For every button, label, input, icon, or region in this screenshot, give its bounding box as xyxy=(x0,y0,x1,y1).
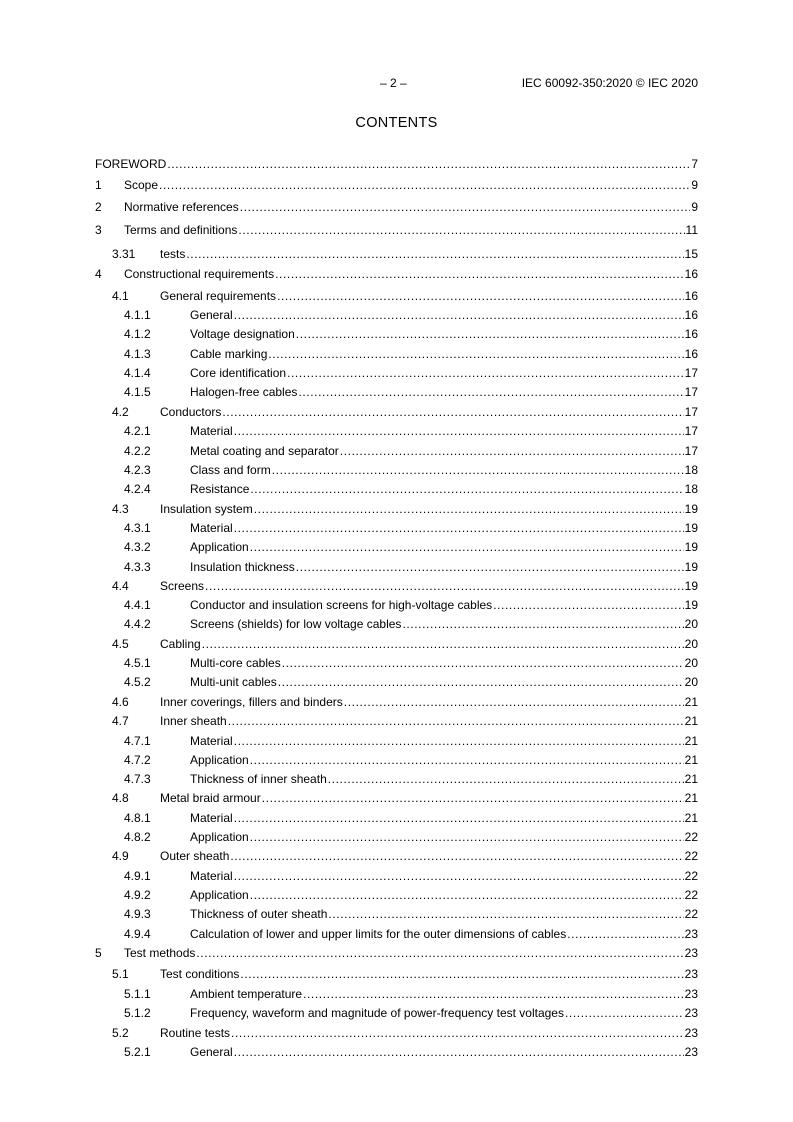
toc-entry-number: 5.2 xyxy=(112,1026,129,1040)
toc-entry-number: 3 xyxy=(95,223,102,237)
dot-leader xyxy=(250,888,684,902)
dot-leader xyxy=(186,247,683,261)
toc-entry[interactable] xyxy=(95,907,698,921)
toc-entry-page: 21 xyxy=(684,695,698,709)
toc-entry-number: 3.31 xyxy=(112,247,136,261)
toc-entry-title: General requirements xyxy=(160,289,277,303)
toc-entry[interactable] xyxy=(95,366,698,380)
toc-entry-page: 11 xyxy=(685,223,698,237)
toc-entry-page: 21 xyxy=(684,772,698,786)
toc-entry-page: 22 xyxy=(684,849,698,863)
dot-leader xyxy=(262,791,684,805)
toc-entry-number: 5.2.1 xyxy=(124,1045,151,1059)
dot-leader xyxy=(205,579,684,593)
toc-entry-number: 4.7.1 xyxy=(124,734,151,748)
dot-leader xyxy=(277,289,684,303)
toc-entry-title: Application xyxy=(190,540,249,554)
toc-entry[interactable] xyxy=(95,1045,698,1059)
toc-entry[interactable] xyxy=(95,791,698,805)
toc-entry-title: Thickness of inner sheath xyxy=(190,772,327,786)
dot-leader xyxy=(268,347,683,361)
toc-entry[interactable] xyxy=(95,502,698,516)
toc-entry-title: Material xyxy=(190,521,233,535)
toc-entry-page: 23 xyxy=(684,1006,698,1020)
toc-entry-number: 4.6 xyxy=(112,695,129,709)
toc-entry-page: 21 xyxy=(684,753,698,767)
toc-entry-title: Material xyxy=(190,424,233,438)
toc-entry-number: 4.9 xyxy=(112,849,129,863)
toc-entry-title: Resistance xyxy=(190,482,250,496)
toc-entry-number: 5.1 xyxy=(112,967,129,981)
toc-entry-title: tests xyxy=(160,247,186,261)
toc-entry[interactable] xyxy=(95,444,698,458)
dot-leader xyxy=(167,157,690,171)
dot-leader xyxy=(234,869,684,883)
toc-entry[interactable] xyxy=(95,540,698,554)
toc-entry[interactable] xyxy=(95,347,698,361)
toc-entry-number: 4.3.2 xyxy=(124,540,151,554)
dot-leader xyxy=(298,385,683,399)
toc-entry-page: 18 xyxy=(684,482,698,496)
dot-leader xyxy=(272,463,684,477)
page-title: CONTENTS xyxy=(355,115,438,131)
toc-entry-page: 17 xyxy=(684,366,698,380)
toc-entry-title: Inner sheath xyxy=(160,714,227,728)
toc-entry-number: 4.2.3 xyxy=(124,463,151,477)
toc-entry-title: Ambient temperature xyxy=(190,987,303,1001)
toc-entry-page: 23 xyxy=(684,1026,698,1040)
toc-entry-number: 4.9.2 xyxy=(124,888,151,902)
toc-entry-number: 4.3.3 xyxy=(124,560,151,574)
toc-entry-page: 16 xyxy=(684,327,698,341)
toc-entry[interactable] xyxy=(95,521,698,535)
toc-entry-page: 23 xyxy=(684,1045,698,1059)
dot-leader xyxy=(234,811,684,825)
toc-entry[interactable] xyxy=(95,579,698,593)
dot-leader xyxy=(234,424,684,438)
toc-entry[interactable] xyxy=(95,267,698,281)
toc-entry[interactable] xyxy=(95,888,698,902)
dot-leader xyxy=(287,366,684,380)
toc-entry-title: Core identification xyxy=(190,366,287,380)
dot-leader xyxy=(234,308,684,322)
toc-entry-title: Cable marking xyxy=(190,347,268,361)
toc-entry-title: Cabling xyxy=(160,637,201,651)
toc-entry[interactable] xyxy=(95,178,698,192)
toc-entry-number: 4 xyxy=(95,267,102,281)
toc-entry-page: 19 xyxy=(684,502,698,516)
toc-entry[interactable] xyxy=(95,424,698,438)
toc-entry-page: 17 xyxy=(684,385,698,399)
toc-entry-title: General xyxy=(190,1045,233,1059)
dot-leader xyxy=(240,200,691,214)
toc-entry-page: 22 xyxy=(684,907,698,921)
toc-entry-page: 19 xyxy=(684,560,698,574)
toc-entry-page: 23 xyxy=(684,946,698,960)
toc-entry-title: Material xyxy=(190,869,233,883)
toc-entry[interactable] xyxy=(95,1006,698,1020)
dot-leader xyxy=(303,987,684,1001)
dot-leader xyxy=(567,927,683,941)
toc-entry-title: Scope xyxy=(124,178,159,192)
dot-leader xyxy=(278,675,684,689)
toc-entry-number: 4.5 xyxy=(112,637,129,651)
toc-entry[interactable] xyxy=(95,772,698,786)
dot-leader xyxy=(296,560,684,574)
dot-leader xyxy=(250,540,684,554)
toc-entry-number: 4.2 xyxy=(112,405,129,419)
toc-entry-number: 4.3.1 xyxy=(124,521,151,535)
toc-entry[interactable] xyxy=(95,656,698,670)
toc-entry-page: 20 xyxy=(684,637,698,651)
toc-entry[interactable] xyxy=(95,675,698,689)
toc-entry[interactable] xyxy=(95,405,698,419)
toc-entry-number: 5 xyxy=(95,946,102,960)
toc-entry-page: 20 xyxy=(684,656,698,670)
dot-leader xyxy=(340,444,684,458)
dot-leader xyxy=(238,223,684,237)
toc-entry-title: Inner coverings, fillers and binders xyxy=(160,695,343,709)
page-number: – 2 – xyxy=(380,76,407,90)
toc-entry-title: Material xyxy=(190,734,233,748)
toc-entry[interactable] xyxy=(95,946,698,960)
toc-entry-title: Conductor and insulation screens for high-voltage cables xyxy=(190,598,493,612)
toc-entry-title: Insulation system xyxy=(160,502,253,516)
toc-entry-page: 19 xyxy=(684,579,698,593)
toc-entry-number: 4.2.2 xyxy=(124,444,151,458)
toc-entry-title: Test methods xyxy=(124,946,196,960)
toc-entry-page: 18 xyxy=(684,463,698,477)
toc-entry-title: Material xyxy=(190,811,233,825)
toc-entry-title: Constructional requirements xyxy=(124,267,275,281)
toc-entry[interactable] xyxy=(95,637,698,651)
toc-entry-number: 4.7.2 xyxy=(124,753,151,767)
dot-leader xyxy=(234,734,684,748)
toc-entry-number: 4.1.1 xyxy=(124,308,151,322)
toc-entry-title: Frequency, waveform and magnitude of power-frequency test voltages xyxy=(190,1006,564,1020)
toc-entry-number: 4.2.4 xyxy=(124,482,151,496)
toc-entry[interactable] xyxy=(95,753,698,767)
toc-entry-number: 4.9.3 xyxy=(124,907,151,921)
toc-entry-title: Metal braid armour xyxy=(160,791,261,805)
toc-entry[interactable] xyxy=(95,289,698,303)
toc-entry-number: 4.8.2 xyxy=(124,830,151,844)
toc-entry[interactable] xyxy=(95,463,698,477)
dot-leader xyxy=(328,772,684,786)
toc-entry-title: Voltage designation xyxy=(190,327,295,341)
toc-entry-page: 17 xyxy=(684,424,698,438)
toc-entry-page: 9 xyxy=(691,200,698,214)
toc-entry-page: 19 xyxy=(684,521,698,535)
toc-entry-title: FOREWORD xyxy=(95,157,167,171)
toc-entry[interactable] xyxy=(95,830,698,844)
toc-entry[interactable] xyxy=(95,734,698,748)
toc-entry-number: 4.9.4 xyxy=(124,927,151,941)
toc-entry-title: Application xyxy=(190,888,249,902)
toc-entry-page: 16 xyxy=(684,289,698,303)
toc-entry-page: 7 xyxy=(691,157,698,171)
toc-entry-page: 21 xyxy=(684,791,698,805)
toc-entry-number: 4.5.1 xyxy=(124,656,151,670)
toc-entry[interactable] xyxy=(95,308,698,322)
toc-entry-page: 16 xyxy=(684,267,698,281)
dot-leader xyxy=(344,695,684,709)
toc-entry-page: 17 xyxy=(684,405,698,419)
toc-entry-title: Halogen-free cables xyxy=(190,385,298,399)
dot-leader xyxy=(228,714,684,728)
toc-entry[interactable] xyxy=(95,987,698,1001)
dot-leader xyxy=(234,1045,684,1059)
dot-leader xyxy=(231,1026,684,1040)
dot-leader xyxy=(328,907,683,921)
toc-entry-page: 22 xyxy=(684,830,698,844)
dot-leader xyxy=(234,521,684,535)
toc-entry-title: Metal coating and separator xyxy=(190,444,339,458)
toc-entry-title: Calculation of lower and upper limits for the outer dimensions of cables xyxy=(190,927,567,941)
toc-entry-page: 23 xyxy=(684,967,698,981)
toc-entry-title: Test conditions xyxy=(160,967,240,981)
dot-leader xyxy=(250,830,684,844)
document-reference: IEC 60092-350:2020 © IEC 2020 xyxy=(521,76,698,90)
toc-entry-number: 4.4.2 xyxy=(124,617,151,631)
toc-entry[interactable] xyxy=(95,598,698,612)
dot-leader xyxy=(250,753,684,767)
toc-entry-page: 15 xyxy=(684,247,698,261)
dot-leader xyxy=(222,405,683,419)
toc-entry[interactable] xyxy=(95,849,698,863)
toc-entry-page: 9 xyxy=(691,178,698,192)
dot-leader xyxy=(254,502,684,516)
toc-entry-number: 4.7 xyxy=(112,714,129,728)
toc-entry-number: 4.4.1 xyxy=(124,598,151,612)
toc-entry[interactable] xyxy=(95,927,698,941)
toc-entry[interactable] xyxy=(95,714,698,728)
toc-entry-page: 19 xyxy=(684,598,698,612)
toc-entry-page: 23 xyxy=(684,987,698,1001)
toc-entry-number: 5.1.2 xyxy=(124,1006,151,1020)
toc-entry[interactable] xyxy=(95,967,698,981)
dot-leader xyxy=(565,1006,684,1020)
dot-leader xyxy=(250,482,683,496)
toc-entry-title: Outer sheath xyxy=(160,849,230,863)
toc-entry[interactable] xyxy=(95,869,698,883)
toc-entry-page: 17 xyxy=(684,444,698,458)
toc-entry-page: 16 xyxy=(684,308,698,322)
toc-entry-number: 4.1.5 xyxy=(124,385,151,399)
toc-entry-title: Normative references xyxy=(124,200,239,214)
toc-entry-number: 4.7.3 xyxy=(124,772,151,786)
dot-leader xyxy=(275,267,684,281)
dot-leader xyxy=(196,946,683,960)
toc-entry[interactable] xyxy=(95,385,698,399)
dot-leader xyxy=(202,637,684,651)
toc-entry[interactable] xyxy=(95,327,698,341)
toc-entry-title: Screens xyxy=(160,579,205,593)
toc-entry-number: 4.8 xyxy=(112,791,129,805)
dot-leader xyxy=(402,617,683,631)
dot-leader xyxy=(296,327,684,341)
toc-entry-number: 4.1 xyxy=(112,289,129,303)
toc-entry[interactable] xyxy=(95,1026,698,1040)
toc-entry-number: 1 xyxy=(95,178,102,192)
dot-leader xyxy=(240,967,683,981)
toc-entry-title: Thickness of outer sheath xyxy=(190,907,328,921)
toc-entry-number: 4.3 xyxy=(112,502,129,516)
toc-entry-title: Multi-unit cables xyxy=(190,675,277,689)
toc-entry-title: Application xyxy=(190,753,249,767)
toc-entry-page: 16 xyxy=(684,347,698,361)
dot-leader xyxy=(159,178,690,192)
toc-entry-title: Routine tests xyxy=(160,1026,231,1040)
toc-entry-title: General xyxy=(190,308,233,322)
toc-entry-number: 4.9.1 xyxy=(124,869,151,883)
toc-entry-number: 4.4 xyxy=(112,579,129,593)
toc-entry[interactable] xyxy=(95,560,698,574)
toc-entry-title: Application xyxy=(190,830,249,844)
toc-entry-page: 21 xyxy=(684,714,698,728)
toc-entry-page: 20 xyxy=(684,675,698,689)
toc-entry-title: Screens (shields) for low voltage cables xyxy=(190,617,402,631)
toc-entry-title: Multi-core cables xyxy=(190,656,281,670)
toc-entry-number: 4.5.2 xyxy=(124,675,151,689)
toc-entry-number: 2 xyxy=(95,200,102,214)
toc-entry-page: 20 xyxy=(684,617,698,631)
toc-entry-page: 21 xyxy=(684,811,698,825)
toc-entry[interactable] xyxy=(95,247,698,261)
dot-leader xyxy=(282,656,684,670)
dot-leader xyxy=(230,849,683,863)
toc-entry[interactable] xyxy=(95,482,698,496)
toc-entry[interactable] xyxy=(95,811,698,825)
toc-entry-title: Class and form xyxy=(190,463,271,477)
toc-entry-page: 21 xyxy=(684,734,698,748)
toc-entry-page: 19 xyxy=(684,540,698,554)
toc-entry-title: Conductors xyxy=(160,405,222,419)
dot-leader xyxy=(493,598,683,612)
toc-entry[interactable] xyxy=(95,695,698,709)
toc-entry-title: Insulation thickness xyxy=(190,560,295,574)
toc-entry-number: 4.2.1 xyxy=(124,424,151,438)
toc-entry[interactable] xyxy=(95,157,698,171)
toc-entry-number: 4.1.4 xyxy=(124,366,151,380)
toc-entry[interactable] xyxy=(95,617,698,631)
toc-entry[interactable] xyxy=(95,223,698,237)
toc-entry-page: 23 xyxy=(684,927,698,941)
toc-entry-number: 4.1.3 xyxy=(124,347,151,361)
toc-entry-number: 4.8.1 xyxy=(124,811,151,825)
toc-entry-number: 4.1.2 xyxy=(124,327,151,341)
toc-entry-page: 22 xyxy=(684,869,698,883)
toc-entry-page: 22 xyxy=(684,888,698,902)
toc-entry-number: 5.1.1 xyxy=(124,987,151,1001)
toc-entry-title: Terms and definitions xyxy=(124,223,238,237)
toc-entry[interactable] xyxy=(95,200,698,214)
